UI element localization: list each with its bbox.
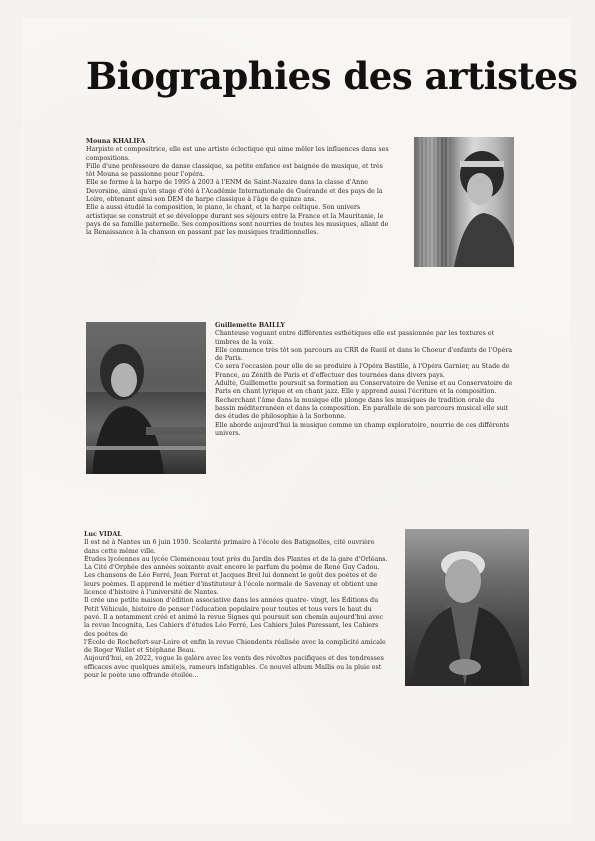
bio-paragraph: l'École de Rochefort-sur-Loire et enfin la revue Chiendents réalisée avec la complicité amicale de Roger Wallet et Stéphane Beau. [84, 638, 386, 655]
bio-paragraph: Ce sera l'occasion pour elle de se produire à l'Opéra Bastille, à l'Opéra Garnier, au Stade de France, au Zénith de Paris et d'effectuer des tournées dans divers pays. [215, 363, 510, 379]
bio-paragraph: Adulte, Guillemette poursuit sa formation au Conservatoire de Venise et au Conservatoire de Paris en chant lyrique et en chant jazz. Elle y apprend aussi l'écriture et la composition. [215, 380, 513, 396]
bio-paragraph: Études lycéennes au lycée Clemenceau tout près du Jardin des Plantes et de la gare d'Orléans. [84, 555, 388, 563]
bio-paragraph: Elle aborde aujourd'hui la musique comme un champ exploratoire, nourrie de ces différents univers. [215, 421, 510, 437]
bio-paragraph: Aujourd'hui, en 2022, vogue la galère avec les vents des révoltes pacifiques et des tendresses efficaces avec quelques ami(e)s, rameurs infatigables. Ce nouvel album Maïlis ou la pluie est pour le poète une offrande étoilée... [84, 655, 384, 680]
bio-paragraph: Chanteuse voguant entre différentes esthétiques elle est passionnée par les textures et timbres de la voix. [215, 330, 495, 346]
bio-paragraph: Harpiste et compositrice, elle est une artiste éclectique qui aime mêler les influences dans ses compositions. [86, 146, 389, 162]
bio-paragraph: Elle a aussi étudié la composition, le piano, le chant, et la harpe celtique. Son univers artistique se construit et se développe durant ses séjours entre la France et la Mauritanie, le pays de sa famille paternelle. Ses compositions sont nourries de toutes les musiques, allant de la Renaissance à la chanson en passant par les musiques traditionnelles. [86, 204, 389, 237]
bio-luc-vidal [84, 531, 389, 680]
bio-paragraph: Les chansons de Léo Ferré, Jean Ferrat et Jacques Brel lui donnent le goût des poètes et de leurs poèmes. Il apprend le métier d'instituteur à l'école normale de Savenay et obtient une licence d'histoire à l'université de Nantes. [84, 572, 378, 597]
bio-guillemette-bailly [215, 322, 513, 438]
bio-paragraph: Il crée une petite maison d'édition associative dans les années quatre- vingt, les Éditions du Petit Véhicule, histoire de penser l'éducation populaire pour toutes et tous vers le haut du pavé. Il a notamment créé et animé la revue Signes qui poursuit son chemin aujourd'hui avec la revue Incognita, Les Cahiers d'études Léo Ferré, Les Cahiers Jules Paressant, les Cahiers des poètes de [84, 597, 384, 638]
bio-paragraph: Elle se forme à la harpe de 1995 à 2003 à l'ENM de Saint-Nazaire dans la classe d'Anne Devorsine, ainsi qu'en stage d'été à l'Académie Internationale de Guérande et des pays de la Loire, obtenant ainsi son DEM de harpe classique à l'âge de quinze ans. [86, 179, 383, 204]
bio-paragraph: Fille d'une professeure de danse classique, sa petite enfance est baignée de musique, et très tôt Mouna se passionne pour l'opéra. [86, 162, 383, 179]
artist-name: Mouna KHALIFA [86, 138, 146, 145]
bio-paragraph: Il est né à Nantes un 6 juin 1950. Scolarité primaire à l'école des Batignolles, cité ouvrière dans cette même ville. [84, 539, 375, 555]
bio-mouna-khalifa [86, 138, 392, 238]
page-title: Biographies des artistes [86, 54, 578, 98]
portrait-photo-mouna-khalifa [414, 137, 514, 267]
portrait-photo-luc-vidal [405, 529, 529, 686]
artist-name: Luc VIDAL [84, 531, 122, 538]
portrait-photo-guillemette-bailly [86, 322, 206, 474]
artist-name: Guillemette BAILLY [215, 322, 285, 329]
bio-paragraph: La Cité d'Orphée des années soixante avait encore le parfum du poème de René Guy Cadou. [84, 564, 380, 572]
bio-paragraph: Recherchant l'âme dans la musique elle plonge dans les musiques de tradition orale du bassin méditerranéen et dans la composition. En parallele de son parcours musical elle suit des études de philosophie à la Sorbonne. [215, 396, 509, 421]
bio-paragraph: Elle commence très tôt son parcours au CRR de Rueil et dans le Choeur d'enfants de l'Opéra de Paris. [215, 346, 513, 363]
